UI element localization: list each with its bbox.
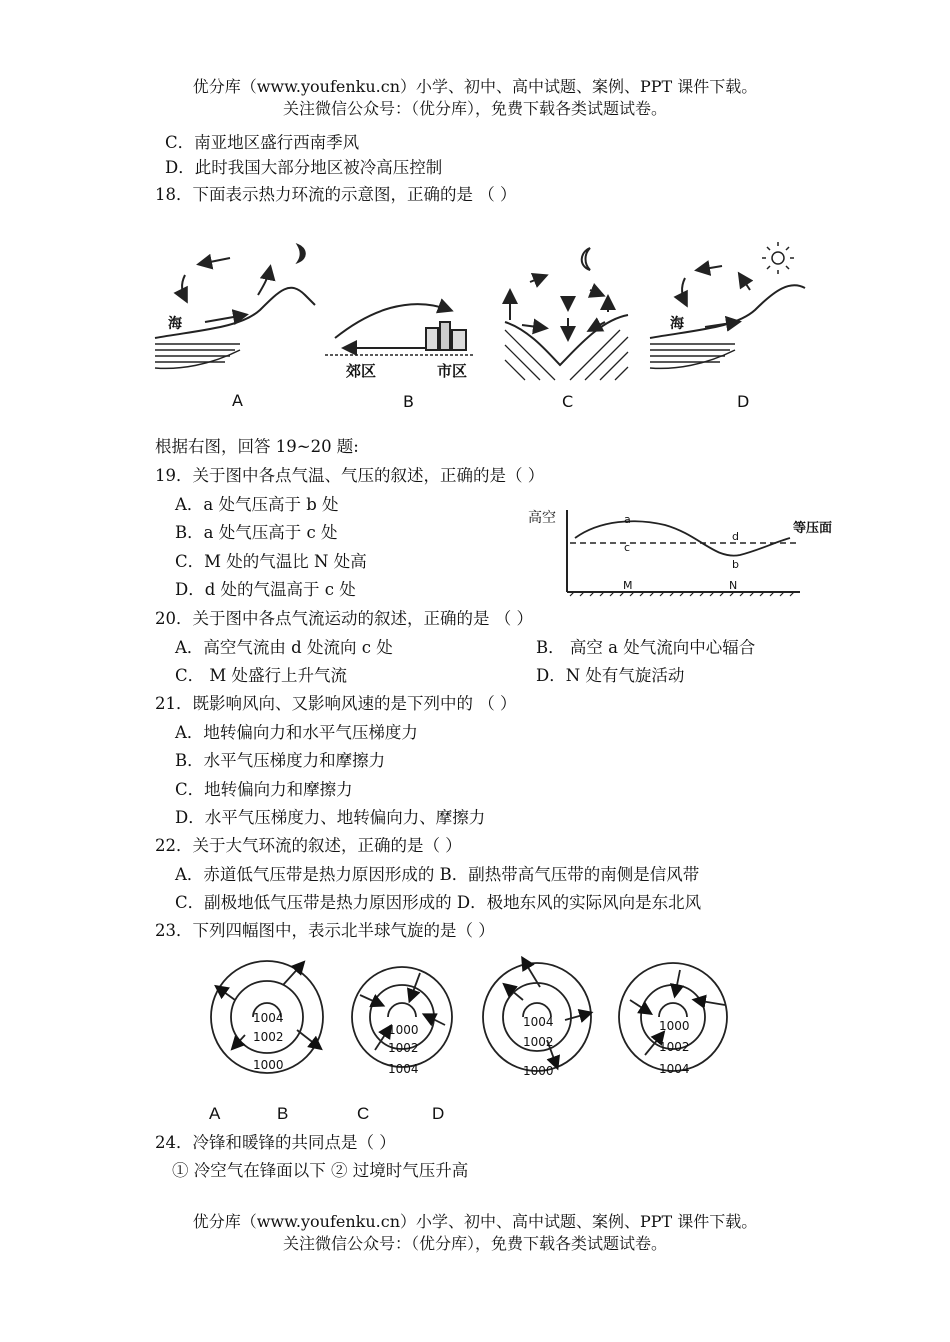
q22-options-cd: C．副极地低气压带是热力原因形成的 D．极地东风的实际风向是东北风 (175, 893, 702, 912)
q19-stem: 19．关于图中各点气温、气压的叙述，正确的是（ ） (155, 466, 545, 485)
footer-line-2: 关注微信公众号：（优分库），免费下载各类试题试卷。 (282, 1234, 667, 1253)
q21-option-a: A．地转偏向力和水平气压梯度力 (175, 723, 418, 742)
diagram-a-outer: 1000 (253, 1058, 284, 1072)
q20-option-a: A．高空气流由 d 处流向 c 处 (175, 638, 393, 657)
q19-intro: 根据右图，回答 19~20 题: (155, 437, 359, 456)
header-line-2: 关注微信公众号：（优分库），免费下载各类试题试卷。 (282, 99, 667, 118)
diagram-d (619, 963, 727, 1071)
q24-statements: ① 冷空气在锋面以下 ② 过境时气压升高 (172, 1161, 469, 1180)
q22-options-ab: A．赤道低气压带是热力原因形成的 B．副热带高气压带的南侧是信风带 (175, 865, 700, 884)
q18-stem: 18．下面表示热力环流的示意图，正确的是 （ ） (155, 185, 517, 204)
sea-label-a: 海 (168, 316, 182, 332)
q17-option-d: D．此时我国大部分地区被冷高压控制 (165, 158, 443, 177)
diagram-b-inner: 1000 (388, 1023, 419, 1037)
panel-label-a: A (232, 391, 243, 410)
panel-label-b: B (403, 392, 414, 411)
panel-label-d: D (737, 392, 750, 411)
diagram-label-d: D (432, 1104, 445, 1123)
point-a: a (624, 513, 631, 526)
point-n: N (729, 579, 738, 592)
cyclone-figure (205, 945, 745, 1085)
footer-line-1: 优分库（www.youfenku.cn）小学、初中、高中试题、案例、PPT 课件下载。 (192, 1212, 758, 1231)
q17-option-c: C．南亚地区盛行西南季风 (165, 133, 360, 152)
header-line-1: 优分库（www.youfenku.cn）小学、初中、高中试题、案例、PPT 课件下载。 (192, 77, 758, 96)
q24-stem: 24．冷锋和暖锋的共同点是（ ） (155, 1133, 396, 1152)
q18-circulation-figure (150, 230, 810, 415)
suburb-label: 郊区 (346, 362, 377, 380)
q21-option-d: D．水平气压梯度力、地转偏向力、摩擦力 (175, 808, 486, 827)
point-m: M (623, 579, 633, 592)
panel-a (155, 245, 315, 368)
diagram-label-a: A (209, 1104, 221, 1123)
panel-d (650, 242, 805, 368)
q19-option-d: D．d 处的气温高于 c 处 (175, 580, 356, 599)
q21-option-c: C．地转偏向力和摩擦力 (175, 780, 353, 799)
high-alt-label: 高空 (528, 510, 556, 526)
q23-stem: 23．下列四幅图中，表示北半球气旋的是（ ） (155, 921, 495, 940)
q22-stem: 22．关于大气环流的叙述，正确的是（ ） (155, 836, 462, 855)
diagram-c-inner: 1004 (523, 1015, 554, 1029)
diagram-a-inner: 1004 (253, 1011, 284, 1025)
q19-option-a: A．a 处气压高于 b 处 (175, 495, 339, 514)
diagram-b-middle: 1002 (388, 1041, 419, 1055)
diagram-a-middle: 1002 (253, 1030, 284, 1044)
q20-stem: 20．关于图中各点气流运动的叙述，正确的是 （ ） (155, 609, 533, 628)
panel-label-c: C (562, 392, 574, 411)
panel-b (325, 304, 475, 355)
diagram-d-outer: 1004 (659, 1062, 690, 1076)
q20-option-b: B． 高空 a 处气流向中心辐合 (536, 638, 756, 657)
q21-option-b: B．水平气压梯度力和摩擦力 (175, 751, 386, 770)
q19-option-b: B．a 处气压高于 c 处 (175, 523, 338, 542)
city-label: 市区 (437, 362, 468, 380)
q19-option-c: C．M 处的气温比 N 处高 (175, 552, 367, 571)
q20-option-d: D．N 处有气旋活动 (536, 666, 685, 685)
sea-label-d: 海 (670, 316, 684, 332)
diagram-d-inner: 1000 (659, 1019, 690, 1033)
diagram-label-b: B (277, 1104, 289, 1123)
q20-option-c: C． M 处盛行上升气流 (175, 666, 348, 685)
diagram-c-middle: 1002 (523, 1035, 554, 1049)
diagram-c-outer: 1000 (523, 1064, 554, 1078)
diagram-b-outer: 1004 (388, 1062, 419, 1076)
point-d: d (732, 530, 739, 543)
diagram-d-middle: 1002 (659, 1040, 690, 1054)
diagram-label-c: C (357, 1104, 370, 1123)
point-c: c (624, 541, 631, 554)
q21-stem: 21．既影响风向、又影响风速的是下列中的 （ ） (155, 694, 517, 713)
panel-c (505, 248, 628, 380)
isobaric-label: 等压面 (793, 521, 833, 536)
point-b: b (732, 558, 739, 571)
isobaric-figure (525, 500, 845, 605)
